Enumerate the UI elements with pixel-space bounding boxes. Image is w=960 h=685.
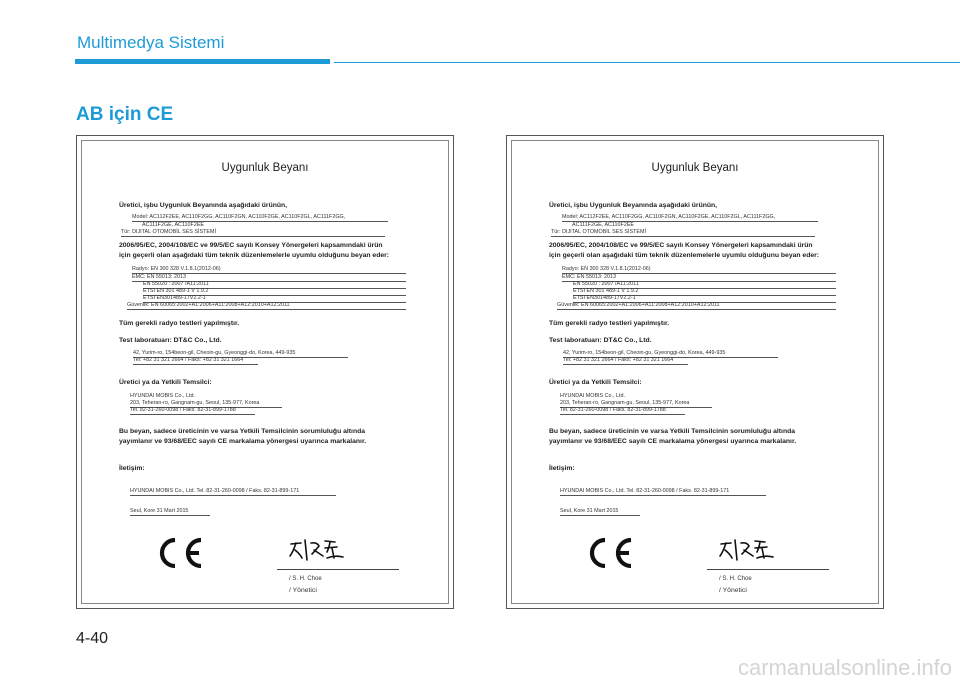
test-lab-address: 42, Yurim-ro, 154beon-gil, Cheoin-gu, Gyeonggi-do, Korea, 449-935 [133, 350, 348, 358]
emc-standard-4: ETSI EN301489-17V2.2-1 [143, 295, 406, 303]
radio-standard: Radyo: EN 300 328 V.1.8.1(2012-06) [132, 266, 406, 274]
signer-title: / Yönetici [719, 587, 747, 594]
safety-standard: Güvenlik: EN 60065:2002+A1:2006+A11:2008+A12:2010+A12:2011 [557, 302, 836, 310]
contact-line: HYUNDAI MOBIS Co., Ltd. Tel. 82-31-260-0098 / Faks. 82-31-899-171 [560, 488, 766, 496]
responsibility-line-2: yayımlanır ve 93/68/EEC sayılı CE markalama yönergesi uyarınca markalanır. [119, 438, 367, 445]
header-bar [75, 59, 330, 64]
model-line-continued: AC111F2GE, AC110F2EE [142, 222, 205, 228]
representative-address: 203, Teheran-ro, Gangnam-gu, Seoul, 135-977, Korea [560, 400, 712, 408]
directive-line-1: 2006/95/EC, 2004/108/EC ve 99/5/EC sayılı Konsey Yönergeleri kapsamındaki ürün [549, 242, 813, 249]
contact-heading: İletişim: [119, 465, 145, 472]
manufacturer-heading: Üretici, işbu Uygunluk Beyanında aşağıdaki ürünün, [549, 202, 718, 209]
certificate-title: Uygunluk Beyanı [651, 162, 739, 174]
emc-standard-2: EN 55020 : 2007 /A11:2011 [143, 281, 406, 289]
declaration-certificate-right [506, 135, 884, 609]
declaration-certificate-left [76, 135, 454, 609]
representative-heading: Üretici ya da Yetkili Temsilci: [119, 379, 212, 386]
representative-name: HYUNDAI MOBIS Co., Ltd. [560, 393, 626, 399]
representative-phone: Tel. 82-31-260-0098 / Faks. 82-31-899-1788 [130, 407, 255, 415]
responsibility-line-1: Bu beyan, sadece üreticinin ve varsa Yetkili Temsilcinin sorumluluğu altında [549, 428, 796, 435]
section-title: AB için CE [76, 104, 174, 125]
test-lab-address: 42, Yurim-ro, 154beon-gil, Cheoin-gu, Gyeonggi-do, Korea, 449-935 [563, 350, 778, 358]
tests-statement: Tüm gerekli radyo testleri yapılmıştır. [119, 320, 240, 327]
ce-mark-icon [579, 536, 637, 570]
signer-name: / S. H. Choe [289, 576, 322, 582]
emc-standard-3: ETSI EN 301 489-1 V 1.9.2 [573, 288, 836, 296]
header-title: Multimedya Sistemi [77, 33, 225, 52]
test-lab-phone: Tel: +82 31 321 2664 / Faks: +82 31 321 1664 [133, 357, 258, 365]
place-date: Seul, Kore 31 Mart 2015 [560, 508, 640, 516]
emc-standard-3: ETSI EN 301 489-1 V 1.9.2 [143, 288, 406, 296]
signature-icon [717, 534, 777, 564]
test-lab-heading: Test laboratuarı: DT&C Co., Ltd. [119, 337, 222, 344]
manufacturer-heading: Üretici, işbu Uygunluk Beyanında aşağıdaki ürünün, [119, 202, 288, 209]
directive-line-2: için geçerli olan aşağıdaki tüm teknik düzenlemelerle uyumlu olduğunu beyan eder: [119, 252, 390, 259]
responsibility-line-1: Bu beyan, sadece üreticinin ve varsa Yetkili Temsilcinin sorumluluğu altında [119, 428, 366, 435]
directive-line-1: 2006/95/EC, 2004/108/EC ve 99/5/EC sayılı Konsey Yönergeleri kapsamındaki ürün [119, 242, 383, 249]
contact-line: HYUNDAI MOBIS Co., Ltd. Tel. 82-31-260-0098 / Faks. 82-31-899-171 [130, 488, 336, 496]
emc-standard: EMC: EN 55013: 2013 [132, 274, 406, 282]
signature-icon [287, 534, 347, 564]
directive-line-2: için geçerli olan aşağıdaki tüm teknik düzenlemelerle uyumlu olduğunu beyan eder: [549, 252, 820, 259]
certificate-title: Uygunluk Beyanı [221, 162, 309, 174]
header-rule [334, 62, 960, 63]
signature-line [277, 569, 399, 570]
emc-standard: EMC: EN 55013: 2013 [562, 274, 836, 282]
model-line-continued: AC111F2GE, AC110F2EE [572, 222, 635, 228]
representative-phone: Tel. 82-31-260-0098 / Faks. 82-31-899-1788 [560, 407, 685, 415]
radio-standard: Radyo: EN 300 328 V.1.8.1(2012-06) [562, 266, 836, 274]
representative-address: 203, Teheran-ro, Gangnam-gu, Seoul, 135-977, Korea [130, 400, 282, 408]
watermark-text: carmanualsonline.info [737, 655, 952, 680]
safety-standard: Güvenlik: EN 60065:2002+A1:2006+A11:2008+A12:2010+A12:2011 [127, 302, 406, 310]
emc-standard-4: ETSI EN301489-17V2.2-1 [573, 295, 836, 303]
responsibility-line-2: yayımlanır ve 93/68/EEC sayılı CE markalama yönergesi uyarınca markalanır. [549, 438, 797, 445]
signer-title: / Yönetici [289, 587, 317, 594]
tests-statement: Tüm gerekli radyo testleri yapılmıştır. [549, 320, 670, 327]
emc-standard-2: EN 55020 : 2007 /A11:2011 [573, 281, 836, 289]
type-line: Tür: DIJITAL OTOMOBİL SES SİSTEMİ [121, 229, 385, 237]
certificate-inner-border [81, 140, 449, 604]
test-lab-heading: Test laboratuarı: DT&C Co., Ltd. [549, 337, 652, 344]
contact-heading: İletişim: [549, 465, 575, 472]
model-line: Model: AC112F2EE, AC110F2GG, AC110F2GN, AC110F2GE, AC110F2GL, AC111F2GG, [132, 214, 388, 222]
representative-heading: Üretici ya da Yetkili Temsilci: [549, 379, 642, 386]
signer-name: / S. H. Choe [719, 576, 752, 582]
model-line: Model: AC112F2EE, AC110F2GG, AC110F2GN, AC110F2GE, AC110F2GL, AC111F2GG, [562, 214, 818, 222]
page-number: 4-40 [76, 630, 109, 647]
representative-name: HYUNDAI MOBIS Co., Ltd. [130, 393, 196, 399]
type-line: Tür: DIJITAL OTOMOBİL SES SİSTEMİ [551, 229, 815, 237]
certificate-inner-border [511, 140, 879, 604]
test-lab-phone: Tel: +82 31 321 2664 / Faks: +82 31 321 1664 [563, 357, 688, 365]
ce-mark-icon [149, 536, 207, 570]
signature-line [707, 569, 829, 570]
place-date: Seul, Kore 31 Mart 2015 [130, 508, 210, 516]
